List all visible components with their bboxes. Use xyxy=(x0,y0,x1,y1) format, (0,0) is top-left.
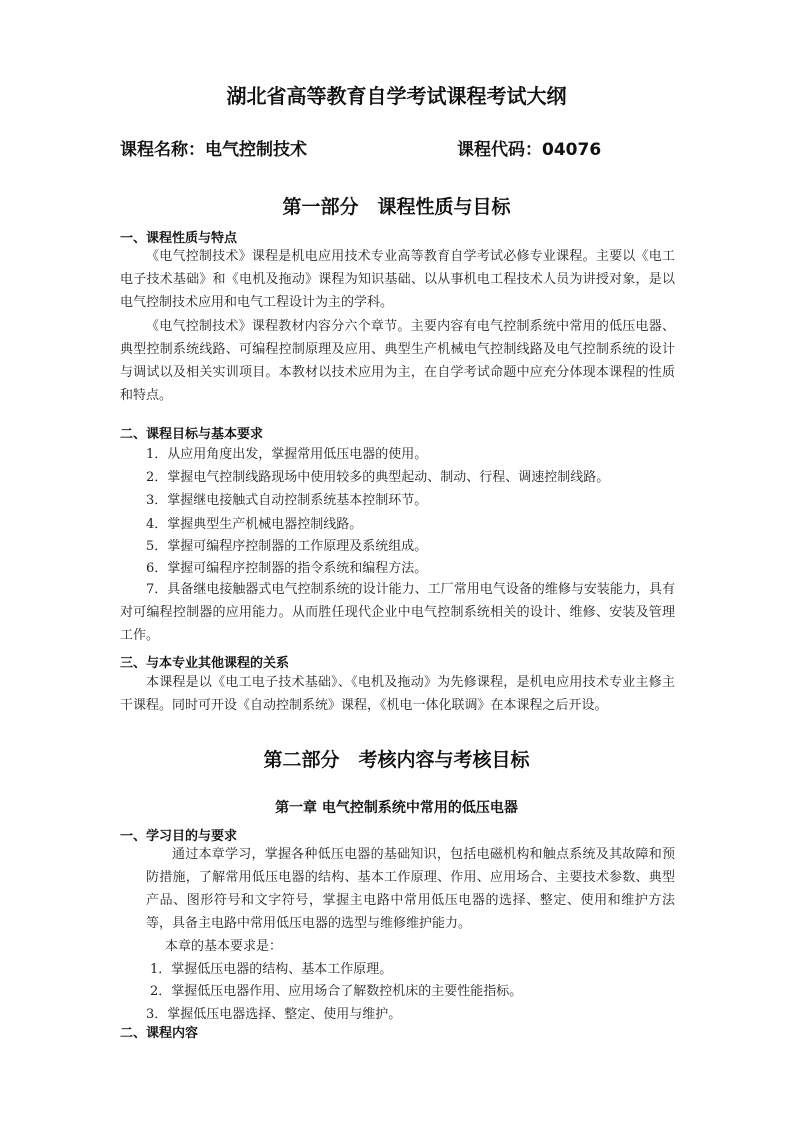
intro-text: 本章的基本要求是： xyxy=(165,939,283,954)
section-heading: 二、课程目标与基本要求 xyxy=(120,427,264,442)
list-item: 2．掌握电气控制线路现场中使用较多的典型起动、制动、行程、调速控制线路。 xyxy=(146,470,610,485)
chapter-title: 第一章 电气控制系统中常用的低压电器 xyxy=(275,800,518,816)
section-heading: 二、课程内容 xyxy=(120,1026,199,1041)
paragraph: 本课程是以《电工电子技术基础》、《电机及拖动》为先修课程，是机电应用技术专业主修主干课程。同时可开设《自动控制系统》课程，《机电一体化联调》在本课程之后开设。 xyxy=(120,675,675,713)
section-heading: 三、与本专业其他课程的关系 xyxy=(120,656,290,671)
list-item: 3．掌握低压电器选择、整定、使用与维护。 xyxy=(146,1007,402,1022)
paragraph: 通过本章学习，掌握各种低压电器的基础知识，包括电磁机构和触点系统及其故障和预防措施，了解常用低压电器的结构、基本工作原理、作用、应用场合、主要技术参数、典型产品、图形符号和文字符号，掌握主电路中常用低压电器的选择、整定、使用和维护方法等，具备主电路中常用低压电器的选型与维修维护能力。 xyxy=(146,847,675,931)
list-item: 4．掌握典型生产机械电器控制线路。 xyxy=(146,517,363,532)
course-code: 课程代码：04076 xyxy=(457,140,602,160)
list-item: 6．掌握可编程序控制器的指令系统和编程方法。 xyxy=(146,561,428,576)
list-item: 3．掌握继电接触式自动控制系统基本控制环节。 xyxy=(146,493,428,508)
list-item: 1．从应用角度出发，掌握常用低压电器的使用。 xyxy=(146,447,428,462)
section-heading: 一、课程性质与特点 xyxy=(120,231,238,246)
paragraph: 《电气控制技术》课程是机电应用技术专业高等教育自学考试必修专业课程。主要以《电工电子技术基础》和《电机及拖动》课程为知识基础、以从事机电工程技术人员为讲授对象，是以电气控制技术应用和电气工程设计为主的学科。 xyxy=(120,249,675,310)
document-title: 湖北省高等教育自学考试课程考试大纲 xyxy=(226,84,567,108)
list-item: 2．掌握低压电器作用、应用场合了解数控机床的主要性能指标。 xyxy=(150,984,523,999)
part2-title: 第二部分 考核内容与考核目标 xyxy=(263,749,530,771)
list-item: 5．掌握可编程序控制器的工作原理及系统组成。 xyxy=(146,539,428,554)
course-name: 课程名称：电气控制技术 xyxy=(120,140,307,160)
part1-title: 第一部分 课程性质与目标 xyxy=(282,196,511,218)
section-heading: 一、学习目的与要求 xyxy=(120,829,238,844)
list-item: 7．具备继电接触器式电气控制系统的设计能力、工厂常用电气设备的维修与安装能力，具有对可编程控制器的应用能力。从而胜任现代企业中电气控制系统相关的设计、维修、安装及管理工作。 xyxy=(120,582,675,643)
list-item: 1．掌握低压电器的结构、基本工作原理。 xyxy=(150,962,393,977)
paragraph: 《电气控制技术》课程教材内容分六个章节。主要内容有电气控制系统中常用的低压电器、典型控制系统线路、可编程控制原理及应用、典型生产机械电气控制线路及电气控制系统的设计与调试以及相关实训项目。本教材以技术应用为主，在自学考试命题中应充分体现本课程的性质和特点。 xyxy=(120,319,675,403)
